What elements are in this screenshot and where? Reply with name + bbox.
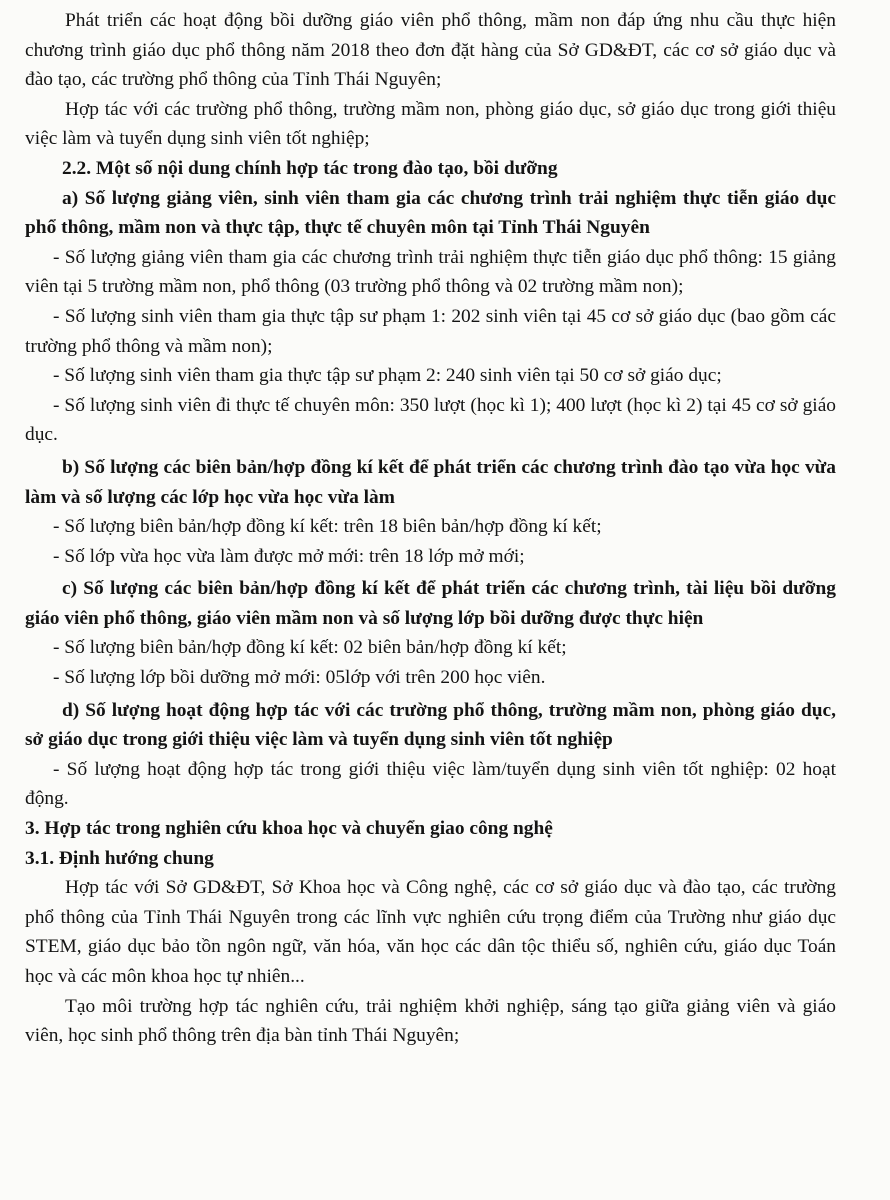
bullet-a1: - Số lượng giảng viên tham gia các chương trình trải nghiệm thực tiễn giáo dục phổ thông: 15 giảng viên tại 5 trường mầm non, phổ thông (03 trường phổ thông và 02 trường mầm non);	[25, 246, 836, 298]
subheading-a: a) Số lượng giảng viên, sinh viên tham gia các chương trình trải nghiệm thực tiễn giáo dục phổ thông, mầm non và thực tập, thực tế chuyên môn tại Tỉnh Thái Nguyên	[25, 187, 836, 239]
paragraph-job-placement: Hợp tác với các trường phổ thông, trường mầm non, phòng giáo dục, sở giáo dục trong giới thiệu việc làm và tuyển dụng sinh viên tốt nghiệp;	[25, 98, 836, 150]
subheading-b: b) Số lượng các biên bản/hợp đồng kí kết để phát triển các chương trình đào tạo vừa học vừa làm và số lượng các lớp học vừa học vừa làm	[25, 456, 836, 508]
bullet-c1: - Số lượng biên bản/hợp đồng kí kết: 02 biên bản/hợp đồng kí kết;	[53, 637, 567, 659]
heading-section-3: 3. Hợp tác trong nghiên cứu khoa học và chuyển giao công nghệ	[25, 818, 553, 840]
paragraph-research-cooperation: Hợp tác với Sở GD&ĐT, Sở Khoa học và Công nghệ, các cơ sở giáo dục và đào tạo, các trường phổ thông của Tỉnh Thái Nguyên trong các lĩnh vực nghiên cứu trọng điểm của Trường như giáo dục STEM, giáo dục bảo tồn ngôn ngữ, văn hóa, văn học các dân tộc thiểu số, nghiên cứu, giáo dục Toán học và các môn khoa học tự nhiên...	[25, 877, 836, 987]
heading-3-1: 3.1. Định hướng chung	[25, 847, 214, 869]
bullet-a2: - Số lượng sinh viên tham gia thực tập sư phạm 1: 202 sinh viên tại 45 cơ sở giáo dục (bao gồm các trường phổ thông và mầm non);	[25, 305, 836, 357]
bullet-a4: - Số lượng sinh viên đi thực tế chuyên môn: 350 lượt (học kì 1); 400 lượt (học kì 2) tại 45 cơ sở giáo dục.	[25, 394, 836, 446]
paragraph-teacher-training: Phát triển các hoạt động bồi dưỡng giáo viên phổ thông, mầm non đáp ứng nhu cầu thực hiện chương trình giáo dục phổ thông năm 2018 theo đơn đặt hàng của Sở GD&ĐT, các cơ sở giáo dục và đào tạo, các trường phổ thông của Tỉnh Thái Nguyên;	[25, 10, 836, 91]
heading-2-2: 2.2. Một số nội dung chính hợp tác trong đào tạo, bồi dưỡng	[62, 157, 558, 179]
subheading-c: c) Số lượng các biên bản/hợp đồng kí kết để phát triển các chương trình, tài liệu bồi dưỡng giáo viên phổ thông, giáo viên mầm non và số lượng lớp bồi dưỡng được thực hiện	[25, 578, 836, 629]
bullet-c2: - Số lượng lớp bồi dưỡng mở mới: 05lớp với trên 200 học viên.	[53, 667, 546, 689]
bullet-b2: - Số lớp vừa học vừa làm được mở mới: trên 18 lớp mở mới;	[53, 545, 525, 567]
paragraph-research-environment: Tạo môi trường hợp tác nghiên cứu, trải nghiệm khởi nghiệp, sáng tạo giữa giảng viên và giáo viên, học sinh phổ thông trên địa bàn tỉnh Thái Nguyên;	[25, 995, 836, 1047]
bullet-b1: - Số lượng biên bản/hợp đồng kí kết: trên 18 biên bản/hợp đồng kí kết;	[53, 516, 602, 538]
subheading-d: d) Số lượng hoạt động hợp tác với các trường phổ thông, trường mầm non, phòng giáo dục, sở giáo dục trong giới thiệu việc làm và tuyển dụng sinh viên tốt nghiệp	[25, 699, 836, 751]
bullet-d1: - Số lượng hoạt động hợp tác trong giới thiệu việc làm/tuyển dụng sinh viên tốt nghiệp: 02 hoạt động.	[25, 758, 836, 810]
bullet-a3: - Số lượng sinh viên tham gia thực tập sư phạm 2: 240 sinh viên tại 50 cơ sở giáo dục;	[53, 365, 722, 387]
